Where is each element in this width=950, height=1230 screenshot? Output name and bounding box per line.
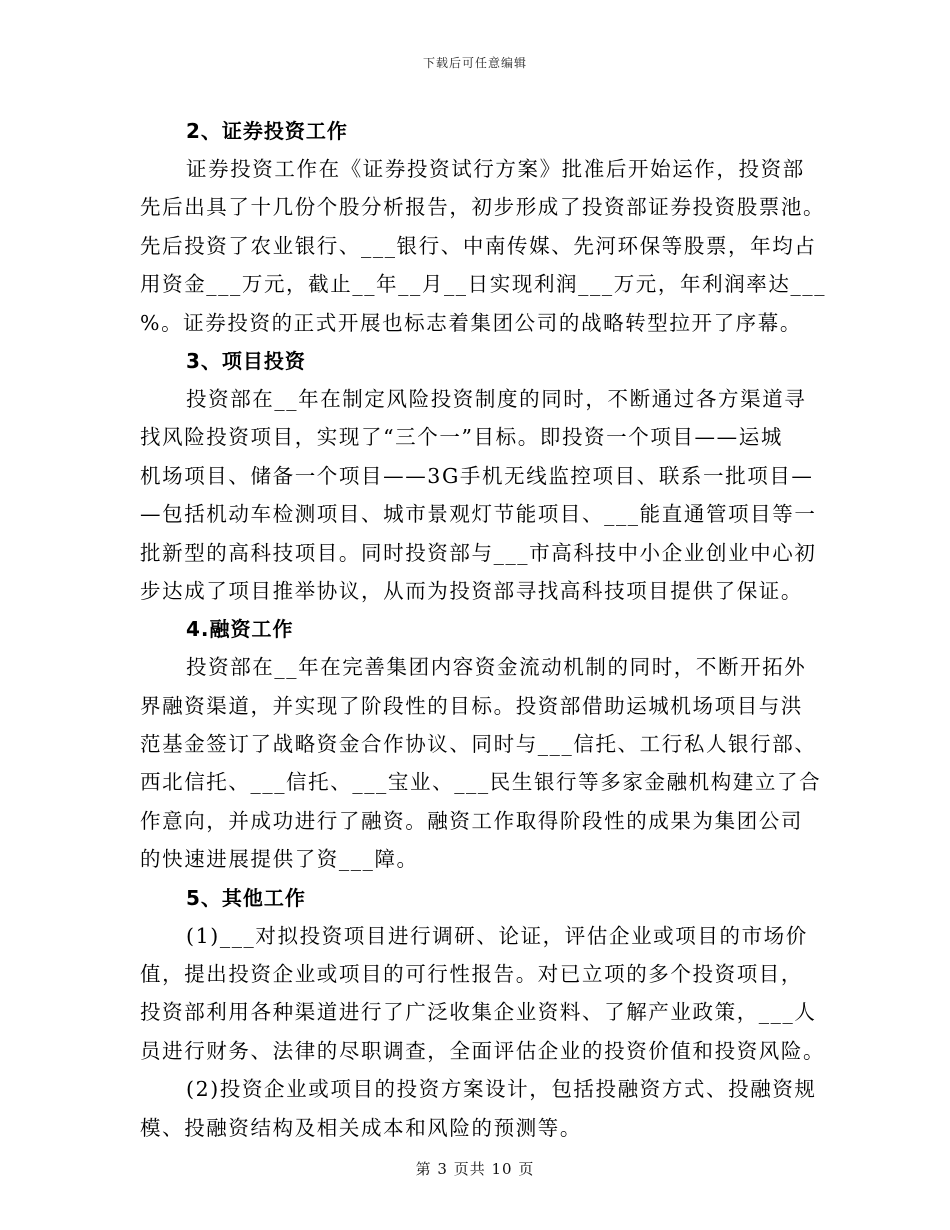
paragraph-line: 界融资渠道，并实现了阶段性的目标。投资部借助运城机场项目与洪 — [140, 693, 803, 718]
section-heading: 4.融资工作 — [186, 617, 294, 642]
paragraph-line: 批新型的高科技项目。同时投资部与___市高科技中小企业创业中心初 — [140, 540, 817, 565]
paragraph-line: (1)___对拟投资项目进行调研、论证，评估企业或项目的市场价 — [186, 923, 808, 948]
page-footer: 第 3 页共 10 页 — [415, 1160, 535, 1178]
paragraph-line: 的快速进展提供了资___障。 — [140, 847, 419, 872]
paragraph-line: 范基金签订了战略资金合作协议、同时与___信托、工行私人银行部、 — [140, 732, 817, 757]
paragraph-line: 用资金___万元，截止__年__月__日实现利润___万元，年利润率达___ — [140, 272, 827, 297]
paragraph-line: 先后投资了农业银行、___银行、中南传媒、先河环保等股票，年均占 — [140, 233, 817, 258]
document-body — [140, 112, 827, 1147]
paragraph-line: —包括机动车检测项目、城市景观灯节能项目、___能直通管项目等一 — [140, 502, 817, 527]
section-heading: 3、项目投资 — [186, 348, 306, 373]
paragraph-line: 员进行财务、法律的尽职调查，全面评估企业的投资价值和投资风险。 — [140, 1038, 826, 1063]
paragraph-line: 先后出具了十几份个股分析报告，初步形成了投资部证券投资股票池。 — [140, 195, 826, 220]
paragraph-line: %。证券投资的正式开展也标志着集团公司的战略转型拉开了序幕。 — [140, 310, 802, 335]
paragraph-line: 步达成了项目推举协议，从而为投资部寻找高科技项目提供了保证。 — [140, 578, 803, 603]
paragraph-line: 投资部在__年在制定风险投资制度的同时，不断通过各方渠道寻 — [186, 386, 807, 411]
paragraph-line: 机场项目、储备一个项目——3G手机无线监控项目、联系一批项目— — [140, 463, 814, 488]
paragraph-line: 西北信托、___信托、___宝业、___民生银行等多家金融机构建立了合 — [140, 770, 822, 795]
page-header: 下载后可任意编辑 — [422, 56, 527, 70]
paragraph-line: 模、投融资结构及相关成本和风险的预测等。 — [140, 1115, 582, 1140]
paragraph-line: 作意向，并成功进行了融资。融资工作取得阶段性的成果为集团公司 — [140, 808, 803, 833]
paragraph-line: (2)投资企业或项目的投资方案设计，包括投融资方式、投融资规 — [186, 1077, 817, 1102]
section-heading: 5、其他工作 — [186, 885, 306, 910]
paragraph-line: 投资部利用各种渠道进行了广泛收集企业资料、了解产业政策，___人 — [140, 1000, 817, 1025]
section-heading: 2、证券投资工作 — [186, 119, 348, 143]
paragraph-line: 投资部在__年在完善集团内容资金流动机制的同时，不断开拓外 — [186, 655, 807, 680]
paragraph-line: 找风险投资项目，实现了“三个一”目标。即投资一个项目——运城 — [140, 425, 783, 450]
paragraph-line: 值，提出投资企业或项目的可行性报告。对已立项的多个投资项目， — [140, 962, 803, 987]
paragraph-line: 证券投资工作在《证券投资试行方案》批准后开始运作，投资部 — [186, 157, 805, 181]
